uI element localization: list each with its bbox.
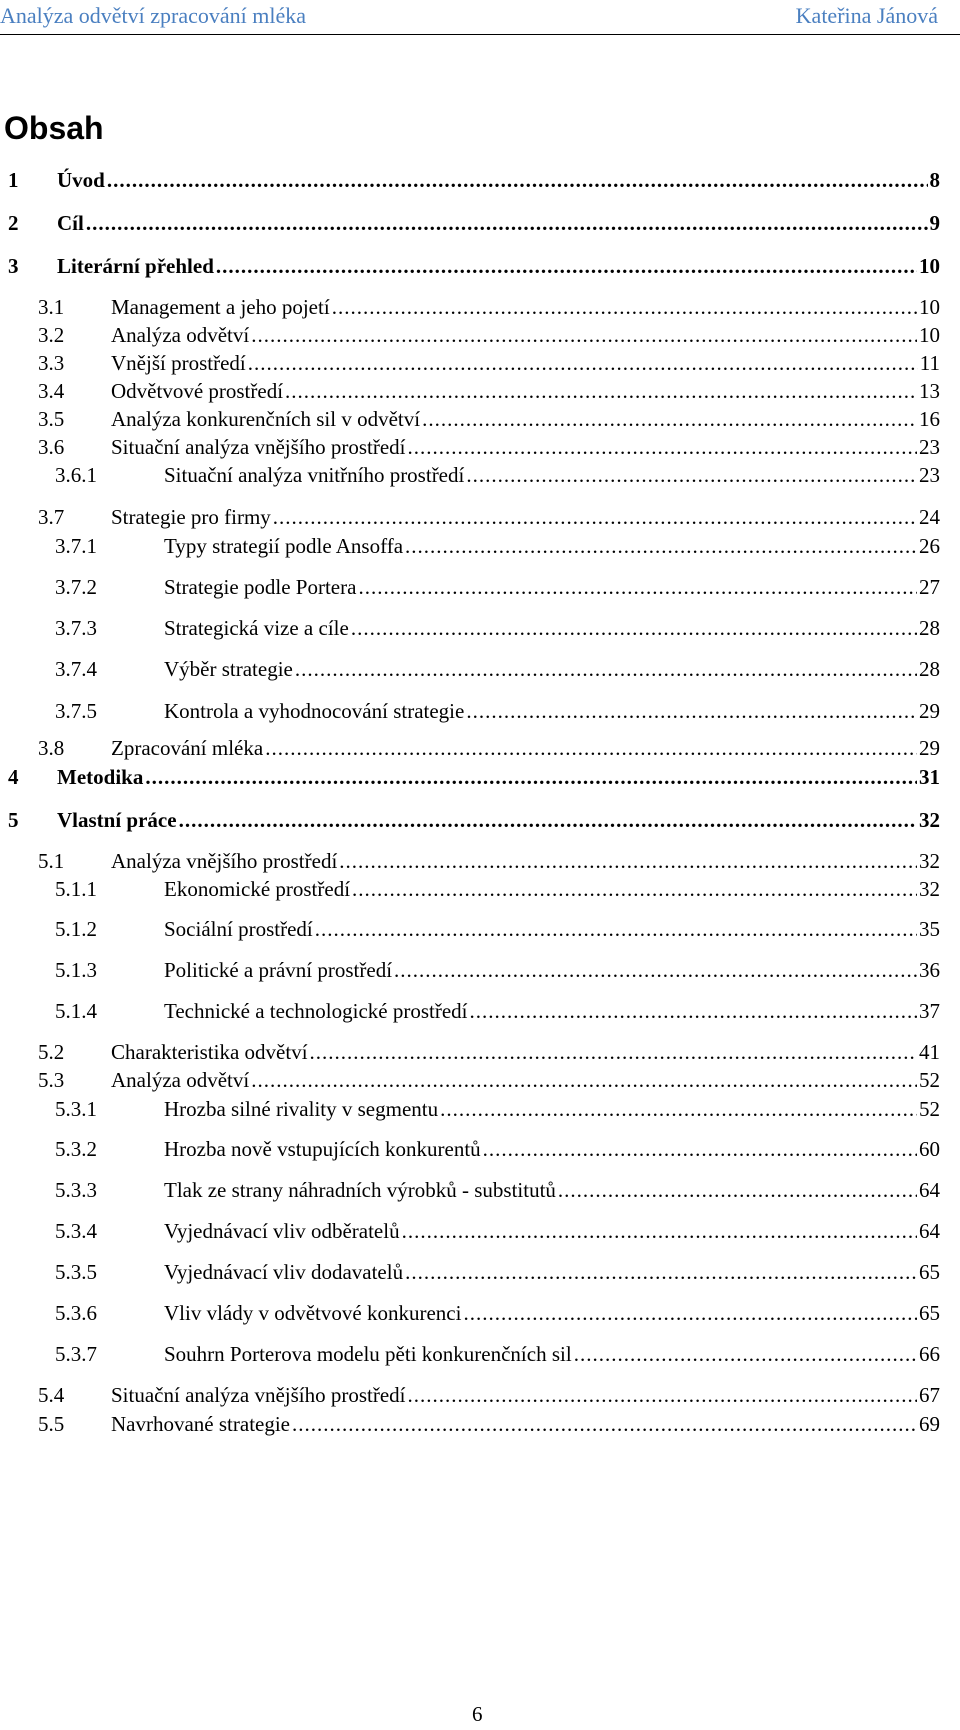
toc-entry-page: 64 <box>919 1219 940 1243</box>
toc-leader-dots <box>358 572 917 602</box>
toc-leader-dots <box>251 320 917 350</box>
toc-entry[interactable] <box>0 292 960 322</box>
page-title: Obsah <box>4 110 104 146</box>
toc-entry-page: 31 <box>919 765 940 789</box>
toc-entry[interactable] <box>0 1298 960 1328</box>
toc-entry-number: 5.3.4 <box>55 1219 97 1243</box>
toc-entry[interactable] <box>0 805 960 835</box>
toc-entry-label: Analýza odvětví <box>111 323 250 347</box>
toc-entry-number: 3.7.5 <box>55 699 97 723</box>
toc-entry-number: 5.1.2 <box>55 917 97 941</box>
toc-entry[interactable] <box>0 914 960 944</box>
toc-entry-number: 3.7.3 <box>55 616 97 640</box>
toc-entry[interactable] <box>0 432 960 462</box>
toc-entry[interactable] <box>0 955 960 985</box>
toc-entry-number: 5.3.2 <box>55 1137 97 1161</box>
toc-entry[interactable] <box>0 320 960 350</box>
page-number: 6 <box>472 1702 483 1726</box>
toc-entry-page: 28 <box>919 616 940 640</box>
toc-leader-dots <box>422 404 917 434</box>
toc-leader-dots <box>332 292 917 322</box>
toc-entry-number: 3.4 <box>38 379 65 403</box>
toc-leader-dots <box>248 348 918 378</box>
toc-entry[interactable] <box>0 1216 960 1246</box>
toc-leader-dots <box>295 654 917 684</box>
toc-entry-label: Situační analýza vnitřního prostředí <box>164 463 465 487</box>
toc-entry-page: 27 <box>919 575 940 599</box>
toc-leader-dots <box>315 914 917 944</box>
running-header <box>0 0 960 35</box>
toc-entry-label: Analýza konkurenčních sil v odvětví <box>111 407 421 431</box>
toc-entry-page: 66 <box>919 1342 940 1366</box>
toc-entry[interactable] <box>0 654 960 684</box>
toc-entry-label: Technické a technologické prostředí <box>164 999 468 1023</box>
toc-entry-number: 3.7 <box>38 505 65 529</box>
toc-entry-number: 3.8 <box>38 736 65 760</box>
toc-entry[interactable] <box>0 1257 960 1287</box>
toc-entry-page: 67 <box>919 1383 940 1407</box>
toc-entry-page: 8 <box>929 168 940 192</box>
toc-leader-dots <box>310 1037 917 1067</box>
toc-leader-dots <box>351 613 917 643</box>
toc-entry[interactable] <box>0 996 960 1026</box>
toc-entry-page: 52 <box>919 1068 940 1092</box>
toc-entry-label: Strategie podle Portera <box>164 575 357 599</box>
toc-entry-number: 5.3.1 <box>55 1097 97 1121</box>
toc-entry-number: 2 <box>8 211 19 235</box>
toc-entry-page: 52 <box>919 1097 940 1121</box>
toc-entry-label: Analýza odvětví <box>111 1068 250 1092</box>
toc-leader-dots <box>145 762 917 792</box>
toc-entry-label: Strategie pro firmy <box>111 505 271 529</box>
toc-entry-label: Management a jeho pojetí <box>111 295 330 319</box>
toc-entry-label: Tlak ze strany náhradních výrobků - substitutů <box>164 1178 556 1202</box>
toc-entry-label: Sociální prostředí <box>164 917 313 941</box>
toc-entry[interactable] <box>0 846 960 876</box>
toc-entry[interactable] <box>0 1175 960 1205</box>
toc-entry-number: 5.4 <box>38 1383 65 1407</box>
toc-leader-dots <box>394 955 917 985</box>
toc-leader-dots <box>265 733 917 763</box>
toc-entry-number: 5.3.5 <box>55 1260 97 1284</box>
toc-leader-dots <box>292 1409 917 1439</box>
toc-entry-number: 3.3 <box>38 351 65 375</box>
toc-entry-number: 5.1.3 <box>55 958 97 982</box>
toc-entry-label: Literární přehled <box>57 254 214 278</box>
toc-entry[interactable] <box>0 1380 960 1410</box>
toc-entry[interactable] <box>0 460 960 490</box>
toc-entry[interactable] <box>0 376 960 406</box>
toc-entry[interactable] <box>0 404 960 434</box>
toc-entry-page: 10 <box>919 254 940 278</box>
toc-entry-label: Úvod <box>57 168 105 192</box>
toc-entry-label: Vyjednávací vliv odběratelů <box>164 1219 400 1243</box>
toc-entry-page: 10 <box>919 295 940 319</box>
toc-entry-page: 60 <box>919 1137 940 1161</box>
toc-entry[interactable] <box>0 1065 960 1095</box>
toc-entry[interactable] <box>0 251 960 281</box>
toc-entry-number: 5 <box>8 808 19 832</box>
toc-entry-number: 3.6 <box>38 435 65 459</box>
toc-entry-page: 23 <box>919 463 940 487</box>
toc-entry-page: 26 <box>919 534 940 558</box>
toc-entry[interactable] <box>0 874 960 904</box>
toc-entry-label: Politické a právní prostředí <box>164 958 393 982</box>
toc-entry-number: 3.1 <box>38 295 65 319</box>
toc-leader-dots <box>285 376 917 406</box>
toc-entry[interactable] <box>0 1409 960 1439</box>
toc-entry[interactable] <box>0 733 960 763</box>
toc-entry-number: 5.1.1 <box>55 877 97 901</box>
toc-entry-page: 9 <box>929 211 940 235</box>
toc-entry-number: 1 <box>8 168 19 192</box>
toc-entry-page: 11 <box>919 351 940 375</box>
toc-leader-dots <box>463 1298 917 1328</box>
toc-entry[interactable] <box>0 1339 960 1369</box>
toc-entry-page: 65 <box>919 1301 940 1325</box>
toc-leader-dots <box>216 251 917 281</box>
toc-entry-number: 3.7.4 <box>55 657 97 681</box>
toc-entry[interactable] <box>0 531 960 561</box>
toc-leader-dots <box>402 1216 917 1246</box>
toc-entry-label: Cíl <box>57 211 84 235</box>
toc-entry-page: 41 <box>919 1040 940 1064</box>
toc-leader-dots <box>107 165 928 195</box>
toc-entry-page: 32 <box>919 808 940 832</box>
toc-entry[interactable] <box>0 1134 960 1164</box>
toc-entry-label: Vliv vlády v odvětvové konkurenci <box>164 1301 462 1325</box>
toc-entry-number: 3.7.1 <box>55 534 97 558</box>
toc-leader-dots <box>408 1380 917 1410</box>
toc-entry-label: Hrozba silné rivality v segmentu <box>164 1097 439 1121</box>
toc-entry[interactable] <box>0 762 960 792</box>
toc-leader-dots <box>558 1175 917 1205</box>
toc-entry-label: Typy strategií podle Ansoffa <box>164 534 404 558</box>
toc-entry-page: 35 <box>919 917 940 941</box>
toc-entry-page: 13 <box>919 379 940 403</box>
toc-entry-page: 29 <box>919 699 940 723</box>
toc-entry-page: 69 <box>919 1412 940 1436</box>
toc-entry[interactable] <box>0 348 960 378</box>
toc-entry[interactable] <box>0 572 960 602</box>
toc-entry-label: Strategická vize a cíle <box>164 616 349 640</box>
toc-entry-number: 5.3.3 <box>55 1178 97 1202</box>
toc-entry-page: 65 <box>919 1260 940 1284</box>
toc-leader-dots <box>470 996 918 1026</box>
toc-entry-page: 24 <box>919 505 940 529</box>
toc-entry-label: Kontrola a vyhodnocování strategie <box>164 699 465 723</box>
toc-leader-dots <box>86 208 928 238</box>
toc-entry[interactable] <box>0 1037 960 1067</box>
toc-leader-dots <box>352 874 917 904</box>
toc-entry[interactable] <box>0 208 960 238</box>
toc-entry-number: 5.5 <box>38 1412 65 1436</box>
toc-leader-dots <box>405 531 917 561</box>
toc-entry-label: Souhrn Porterova modelu pěti konkurenčních sil <box>164 1342 572 1366</box>
toc-entry-number: 5.1 <box>38 849 65 873</box>
toc-entry-label: Situační analýza vnějšího prostředí <box>111 435 406 459</box>
toc-entry-number: 3.6.1 <box>55 463 97 487</box>
toc-entry-page: 23 <box>919 435 940 459</box>
toc-entry-page: 28 <box>919 657 940 681</box>
toc-entry-page: 64 <box>919 1178 940 1202</box>
toc-entry-label: Výběr strategie <box>164 657 293 681</box>
toc-entry-page: 36 <box>919 958 940 982</box>
toc-entry-page: 32 <box>919 849 940 873</box>
toc-leader-dots <box>466 460 917 490</box>
toc-entry-page: 10 <box>919 323 940 347</box>
toc-entry-number: 3.2 <box>38 323 65 347</box>
header-document-title: Analýza odvětví zpracování mléka <box>0 3 307 28</box>
toc-entry-number: 3.7.2 <box>55 575 97 599</box>
toc-entry-page: 16 <box>919 407 940 431</box>
toc-entry-number: 5.3.7 <box>55 1342 97 1366</box>
toc-entry-number: 5.2 <box>38 1040 65 1064</box>
toc-entry-number: 5.3.6 <box>55 1301 97 1325</box>
toc-entry-number: 3.5 <box>38 407 65 431</box>
toc-leader-dots <box>466 696 917 726</box>
toc-entry-number: 3 <box>8 254 19 278</box>
toc-entry-label: Vlastní práce <box>57 808 177 832</box>
toc-entry-page: 37 <box>919 999 940 1023</box>
toc-entry-label: Zpracování mléka <box>111 736 264 760</box>
toc-entry[interactable] <box>0 1094 960 1124</box>
toc-entry-number: 5.1.4 <box>55 999 97 1023</box>
toc-leader-dots <box>574 1339 917 1369</box>
toc-entry-label: Charakteristika odvětví <box>111 1040 308 1064</box>
toc-entry-label: Metodika <box>57 765 144 789</box>
toc-entry-label: Analýza vnějšího prostředí <box>111 849 338 873</box>
toc-entry-label: Vnější prostředí <box>111 351 246 375</box>
toc-entry-label: Ekonomické prostředí <box>164 877 351 901</box>
toc-entry[interactable] <box>0 502 960 532</box>
header-author: Kateřina Jánová <box>795 3 938 28</box>
toc-entry[interactable] <box>0 165 960 195</box>
toc-entry-label: Vyjednávací vliv dodavatelů <box>164 1260 404 1284</box>
toc-leader-dots <box>339 846 917 876</box>
toc-entry[interactable] <box>0 613 960 643</box>
toc-leader-dots <box>440 1094 917 1124</box>
toc-leader-dots <box>405 1257 917 1287</box>
toc-entry-label: Odvětvové prostředí <box>111 379 284 403</box>
toc-leader-dots <box>483 1134 917 1164</box>
toc-entry-page: 29 <box>919 736 940 760</box>
toc-entry[interactable] <box>0 696 960 726</box>
toc-leader-dots <box>179 805 917 835</box>
toc-leader-dots <box>251 1065 917 1095</box>
toc-entry-label: Navrhované strategie <box>111 1412 291 1436</box>
toc-entry-number: 4 <box>8 765 19 789</box>
toc-entry-label: Hrozba nově vstupujících konkurentů <box>164 1137 481 1161</box>
toc-entry-label: Situační analýza vnějšího prostředí <box>111 1383 406 1407</box>
toc-entry-page: 32 <box>919 877 940 901</box>
toc-leader-dots <box>273 502 917 532</box>
toc-entry-number: 5.3 <box>38 1068 65 1092</box>
toc-leader-dots <box>408 432 917 462</box>
